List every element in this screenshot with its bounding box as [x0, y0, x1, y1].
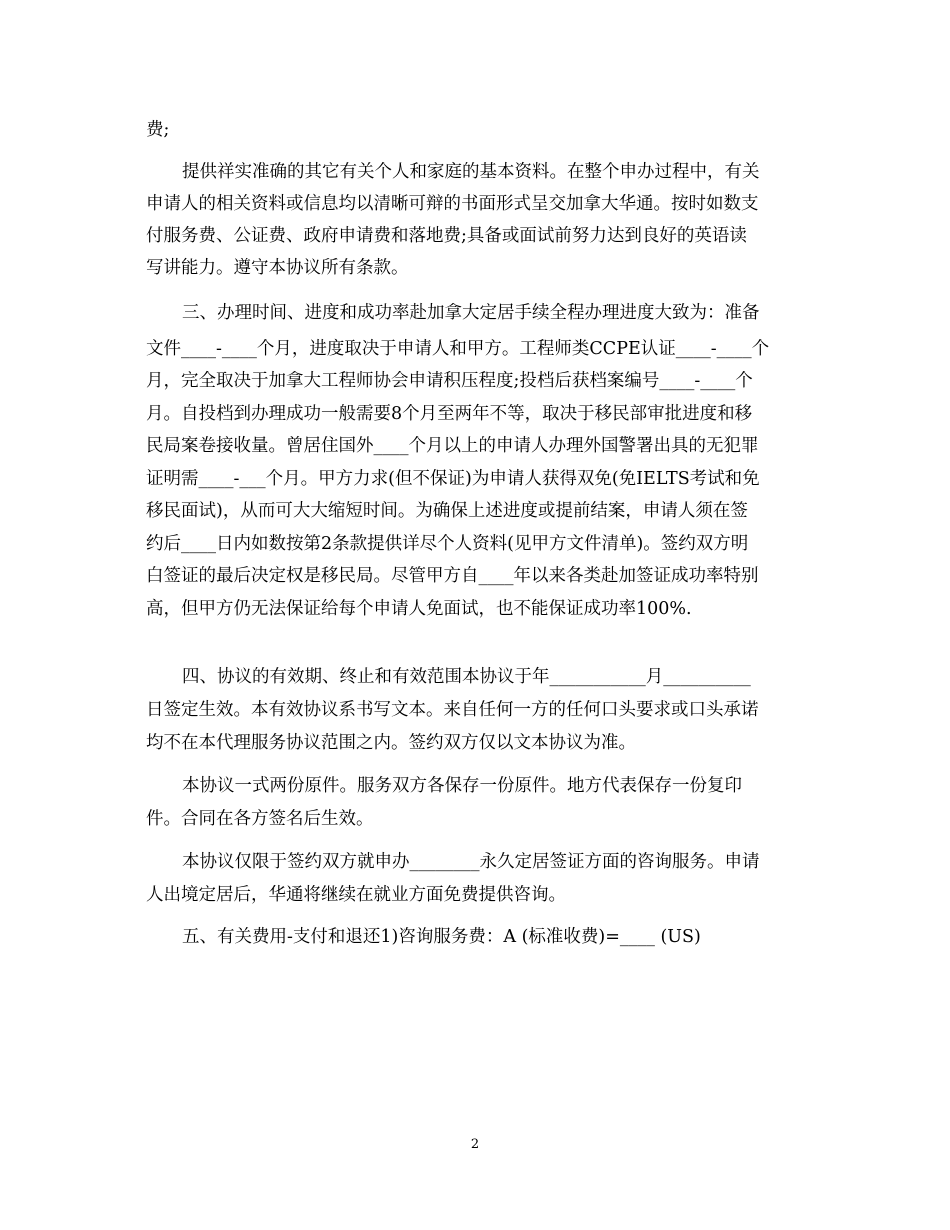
text-line: 五、有关费用-支付和退还1)咨询服务费：A (标准收费)=____ (US): [182, 927, 701, 947]
text-line: 提供祥实准确的其它有关个人和家庭的基本资料。在整个申办过程中，有关: [182, 162, 760, 182]
text-line: 三、办理时间、进度和成功率赴加拿大定居手续全程办理进度大致为：准备: [182, 303, 760, 323]
text-line: 件。合同在各方签名后生效。: [146, 809, 374, 829]
text-line: 文件____-____个月，进度取决于申请人和甲方。工程师类CCPE认证____-____个: [146, 339, 770, 359]
text-line: 本协议一式两份原件。服务双方各保存一份原件。地方代表保存一份复印: [182, 776, 742, 796]
text-line: 本协议仅限于签约双方就申办________永久定居签证方面的咨询服务。申请: [182, 852, 760, 872]
text-line: 费;: [146, 120, 170, 140]
text-line: 月，完全取决于加拿大工程师协会申请积压程度;投档后获档案编号____-____个: [146, 371, 753, 391]
text-line: 申请人的相关资料或信息均以清晰可辩的书面形式呈交加拿大华通。按时如数支: [146, 194, 759, 214]
text-line: 白签证的最后决定权是移民局。尽管甲方自____年以来各类赴加签证成功率特别: [146, 566, 759, 586]
text-line: 民局案卷接收量。曾居住国外____个月以上的申请人办理外国警署出具的无犯罪: [146, 436, 759, 456]
text-line: 日签定生效。本有效协议系书写文本。来自任何一方的任何口头要求或口头承诺: [146, 700, 759, 720]
page-number: 2: [470, 1137, 480, 1152]
text-line: 月。自投档到办理成功一般需要8个月至两年不等，取决于移民部审批进度和移: [146, 404, 753, 424]
text-line: 人出境定居后，华通将继续在就业方面免费提供咨询。: [146, 885, 566, 905]
text-line: 写讲能力。遵守本协议所有条款。: [146, 258, 409, 278]
text-line: 均不在本代理服务协议范围之内。签约双方仅以文本协议为准。: [146, 733, 636, 753]
text-line: 移民面试)，从而可大大缩短时间。为确保上述进度或提前结案，申请人须在签: [146, 501, 748, 521]
text-line: 四、协议的有效期、终止和有效范围本协议于年___________月__________: [182, 667, 751, 687]
text-line: 高，但甲方仍无法保证给每个申请人免面试，也不能保证成功率100%.: [146, 599, 692, 619]
text-line: 约后____日内如数按第2条款提供详尽个人资料(见甲方文件清单)。签约双方明: [146, 534, 749, 554]
text-line: 证明需____-___个月。甲方力求(但不保证)为申请人获得双免(免IELTS考试和免: [146, 469, 760, 489]
text-line: 付服务费、公证费、政府申请费和落地费;具备或面试前努力达到良好的英语读: [146, 226, 747, 246]
